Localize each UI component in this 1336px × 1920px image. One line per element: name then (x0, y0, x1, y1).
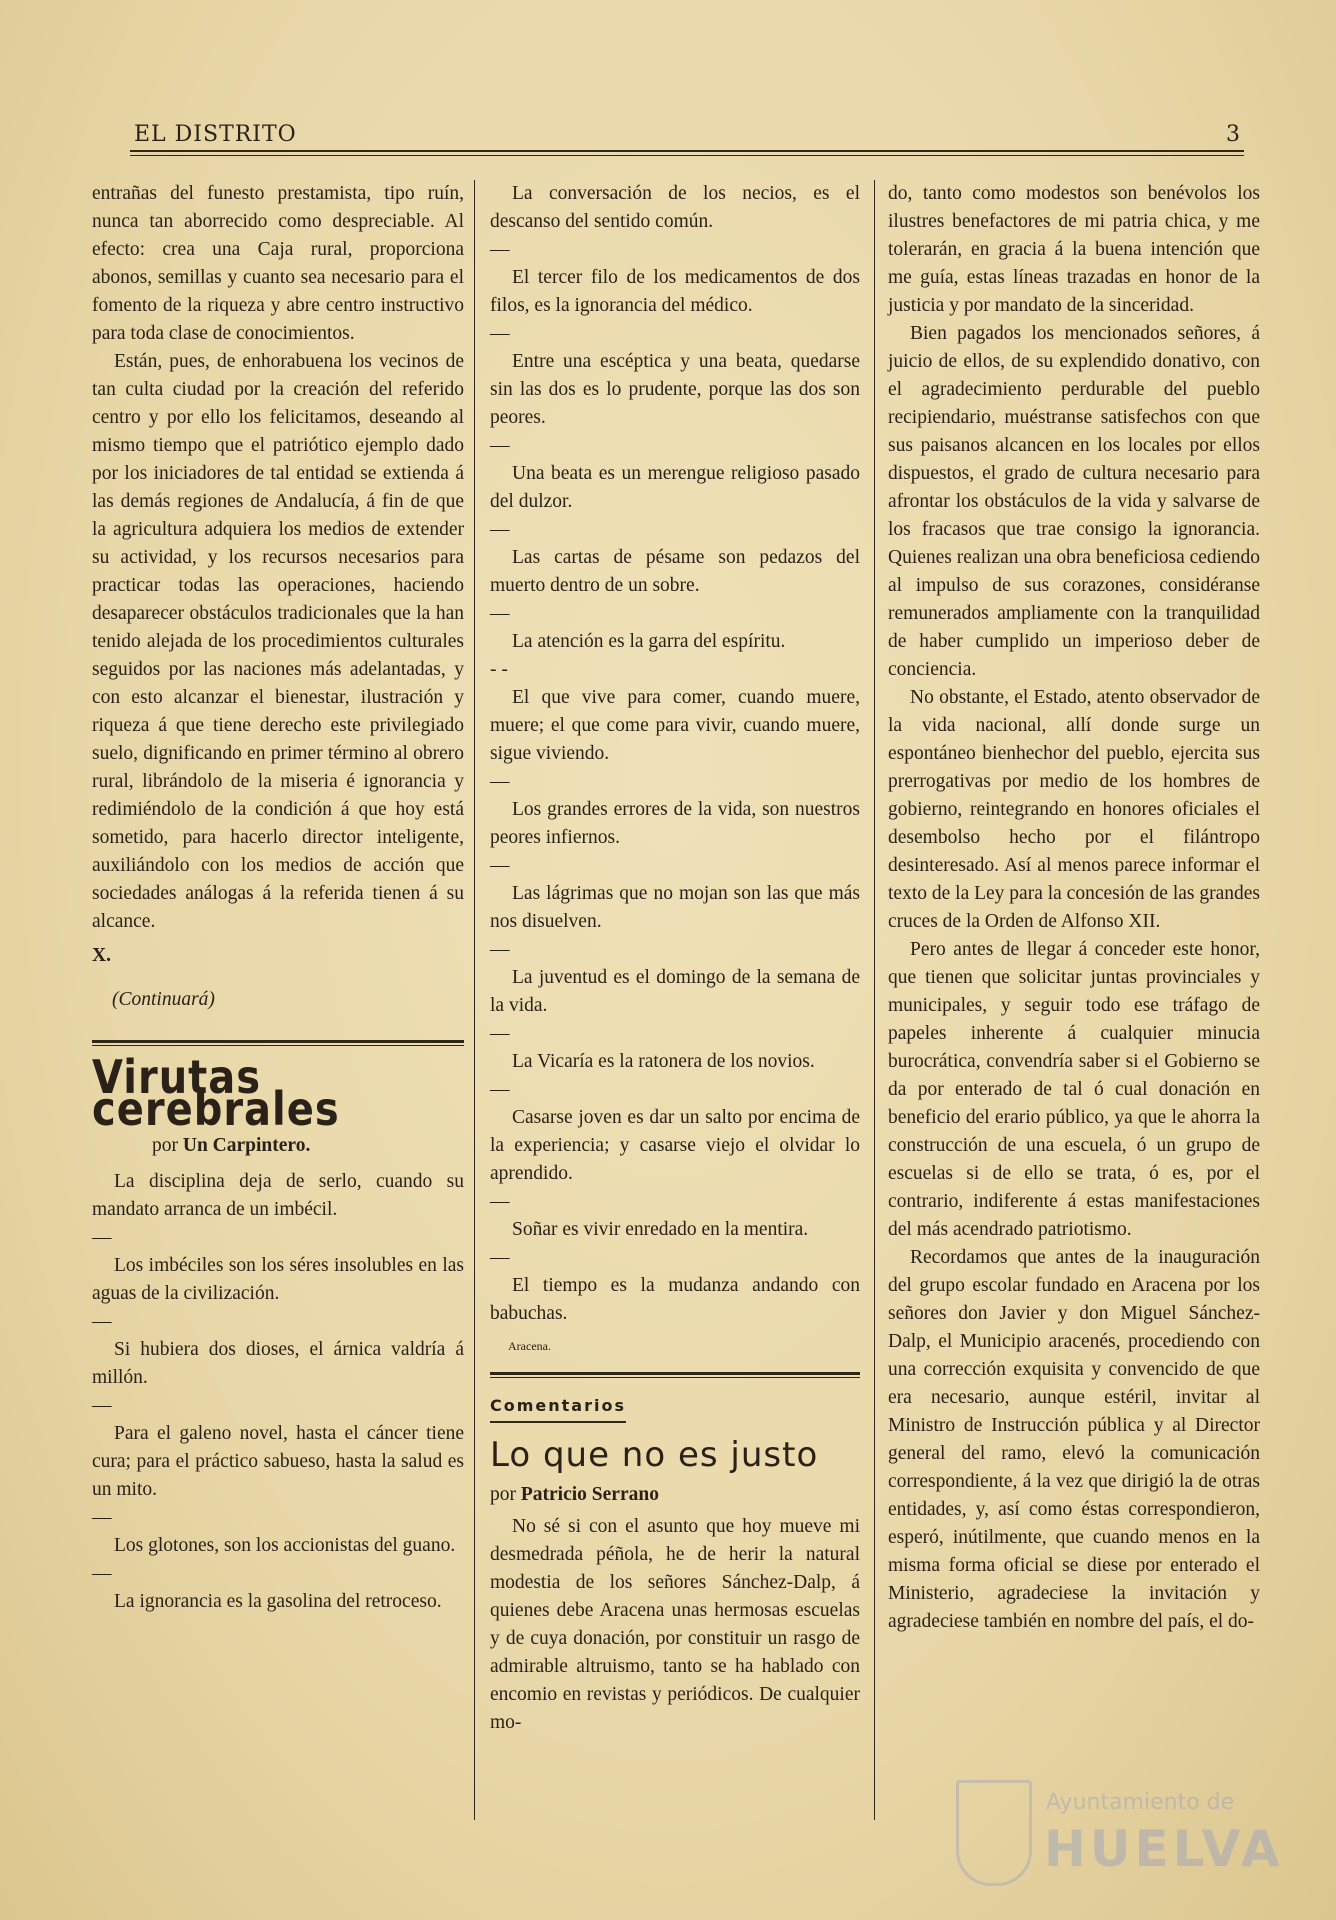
newspaper-title: EL DISTRITO (134, 122, 297, 147)
page-number: 3 (1226, 122, 1240, 147)
byline-prefix: por (152, 1135, 178, 1156)
aphorism: El tiempo es la mudanza andando con babuchas. (490, 1275, 860, 1324)
article-paragraph: No obstante, el Estado, atento observador de la vida nacional, allí donde surge un espontáneo bienhechor del pueblo, ejercita sus prerrogativas por medio de los hombres de gobierno, reintegrando en honores oficiales el desembolso hecho por el filántropo desinteresado. Así al menos parece informar el texto de la Ley para la concesión de las grandes cruces de la Orden de Alfonso XII. (888, 687, 1260, 932)
aphorism: Una beata es un merengue religioso pasado del dulzor. (490, 463, 860, 512)
section-divider (92, 1040, 464, 1043)
byline-author: Patricio Serrano (520, 1484, 659, 1505)
aphorism-separator: — (92, 1311, 112, 1332)
article-paragraph: entrañas del funesto prestamista, tipo ruín, nunca tan aborrecido como despreciable. Al efecto: crea una Caja rural, proporciona abonos, semillas y cuanto sea necesario para el fomento de la riqueza y abre centro instructivo para toda clase de conocimientos. (92, 183, 464, 344)
aphorism-separator: — (92, 1507, 112, 1528)
aphorism-separator: — (490, 939, 510, 960)
aphorism: El que vive para comer, cuando muere, muere; el que come para vivir, cuando muere, sigue viviendo. (490, 687, 860, 764)
watermark-line1: Ayuntamiento de (1046, 1790, 1235, 1815)
column-right (888, 180, 1260, 1636)
byline-prefix: por (490, 1484, 516, 1505)
aphorism: Si hubiera dos dioses, el árnica valdría á millón. (92, 1339, 464, 1388)
aphorism-separator: — (490, 1191, 510, 1212)
section-divider (490, 1372, 860, 1375)
byline-author: Un Carpintero. (182, 1135, 311, 1156)
aphorism: La atención es la garra del espíritu. (512, 631, 786, 652)
watermark-line2: HUELVA (1044, 1820, 1284, 1878)
article-signature: X. (92, 945, 111, 966)
aphorism-separator: - - (490, 659, 508, 680)
aphorism-separator: — (92, 1395, 112, 1416)
article-headline: Lo que no es justo (490, 1435, 819, 1475)
aphorism-separator: — (490, 771, 510, 792)
continued-note: (Continuará) (112, 989, 215, 1010)
aphorism: Las cartas de pésame son pedazos del muerto dentro de un sobre. (490, 547, 860, 596)
aphorism: Para el galeno novel, hasta el cáncer tiene cura; para el práctico sabueso, hasta la salud es un mito. (92, 1423, 464, 1500)
article-paragraph: Están, pues, de enhorabuena los vecinos de tan culta ciudad por la creación del referido centro y por ello los felicitamos, deseando al mismo tiempo que el patriótico ejemplo dado por los iniciadores de tal entidad se extienda á las demás regiones de Andalucía, á fin de que la agricultura adquiera los medios de extender su actividad, y los recursos necesarios para practicar todas las operaciones, haciendo desaparecer obstáculos tradicionales que la han tenido alejada de los procedimientos culturales seguidos por las naciones más adelantadas, y con esto alcanzar el bienestar, ilustración y riqueza á que tiene derecho este privilegiado suelo, dignificando en primer término al obrero rural, librándolo de la miseria é ignorancia y redimiéndolo de la condición á que hoy está sometido, para hacerlo director inteligente, auxiliándolo con los medios de acción que sociedades análogas á la referida tienen á su alcance. (92, 351, 464, 932)
coat-of-arms-icon (956, 1780, 1032, 1886)
aphorism: La disciplina deja de serlo, cuando su mandato arranca de un imbécil. (92, 1171, 464, 1220)
column-middle (490, 180, 860, 1737)
column-rule (874, 180, 875, 1820)
aphorism-separator: — (490, 323, 510, 344)
aphorism: Soñar es vivir enredado en la mentira. (512, 1219, 809, 1240)
aphorism: La conversación de los necios, es el descanso del sentido común. (490, 183, 860, 232)
aphorism-separator: — (490, 855, 510, 876)
header-rule (130, 150, 1244, 152)
aphorism-separator: — (490, 1023, 510, 1044)
aphorism-separator: — (92, 1563, 112, 1584)
article-paragraph: No sé si con el asunto que hoy mueve mi desmedrada péñola, he de herir la natural modestia de los señores Sánchez-Dalp, á quienes debe Aracena unas hermosas escuelas y de cuya donación, por constituir un rasgo de admirable altruismo, tanto se ha hablado con encomio en revistas y periódicos. De cualquier mo- (490, 1516, 860, 1733)
aphorism: El tercer filo de los medicamentos de dos filos, es la ignorancia del médico. (490, 267, 860, 316)
article-paragraph: Bien pagados los mencionados señores, á juicio de ellos, de su explendido donativo, con el agradecimiento perdurable del pueblo recipiendario, muéstranse satisfechos con que sus paisanos alcancen en los locales por ellos dispuestos, el grado de cultura necesario para afrontar los obstáculos de la vida y salvarse de los fracasos que trae consigo la ignorancia. Quienes realizan una obra beneficiosa cediendo al impulso de sus corazones, considéranse remunerados ampliamente con la tranquilidad de haber cumplido un imperioso deber de conciencia. (888, 323, 1260, 680)
aphorism-separator: — (490, 435, 510, 456)
article-paragraph: do, tanto como modestos son benévolos los ilustres benefactores de mi patria chica, y me tolerarán, en gracia á la buena intención que me guía, estas líneas trazadas en honor de la justicia y por mandato de la sinceridad. (888, 183, 1260, 316)
article-paragraph: Pero antes de llegar á conceder este honor, que tienen que solicitar juntas provinciales y municipales, y seguir todo ese tráfago de papeles inherente á cualquier minucia burocrática, convendría saber si el Gobierno se da por enterado de tal ó cual donación en beneficio del erario público, ya que le ahorra la construcción de una escuela, ó un grupo de escuelas si de ello se trata, ó es, por el contrario, indiferente á estas manifestaciones del más acendrado patriotismo. (888, 939, 1260, 1240)
aphorism: Casarse joven es dar un salto por encima de la experiencia; y casarse viejo el olvidar lo aprendido. (490, 1107, 860, 1184)
column-rule (474, 180, 475, 1820)
place-signature: Aracena. (508, 1339, 551, 1353)
aphorism: Las lágrimas que no mojan son las que más nos disuelven. (490, 883, 860, 932)
aphorism-separator: — (92, 1227, 112, 1248)
aphorism-separator: — (490, 603, 510, 624)
section-title: Virutas cerebrales (92, 1051, 340, 1137)
column-left (92, 180, 464, 1616)
section-divider-thin (92, 1045, 464, 1046)
page-header (130, 118, 1244, 154)
aphorism-separator: — (490, 1079, 510, 1100)
aphorism: Entre una escéptica y una beata, quedarse sin las dos es lo prudente, porque las dos son peores. (490, 351, 860, 428)
aphorism: Los imbéciles son los séres insolubles en las aguas de la civilización. (92, 1255, 464, 1304)
aphorism-separator: — (490, 519, 510, 540)
aphorism: La Vicaría es la ratonera de los novios. (512, 1051, 815, 1072)
aphorism: La ignorancia es la gasolina del retroceso. (114, 1591, 442, 1612)
aphorism-separator: — (490, 239, 510, 260)
header-rule-thin (130, 155, 1244, 156)
aphorism: La juventud es el domingo de la semana de la vida. (490, 967, 860, 1016)
section-divider-thin (490, 1377, 860, 1378)
section-kicker: Comentarios (490, 1392, 626, 1423)
article-paragraph: Recordamos que antes de la inauguración del grupo escolar fundado en Aracena por los señores don Javier y don Miguel Sánchez-Dalp, el Municipio aracenés, procediendo con una corrección exquisita y convencido de que era necesario, aunque estéril, invitar al Ministro de Instrucción pública y al Director general del ramo, elevó la comunicación correspondiente, á la vez que dirigió la de otras entidades, y, así como éstas correspondieron, esperó, inútilmente, que cuando menos en la misma forma oficial se diese por enterado el Ministerio, agradeciese la invitación y agradeciese también en nombre del país, el do- (888, 1247, 1260, 1632)
archive-watermark (956, 1780, 1284, 1890)
aphorism-separator: — (490, 1247, 510, 1268)
aphorism: Los grandes errores de la vida, son nuestros peores infiernos. (490, 799, 860, 848)
byline (490, 1481, 860, 1509)
aphorism: Los glotones, son los accionistas del guano. (114, 1535, 456, 1556)
